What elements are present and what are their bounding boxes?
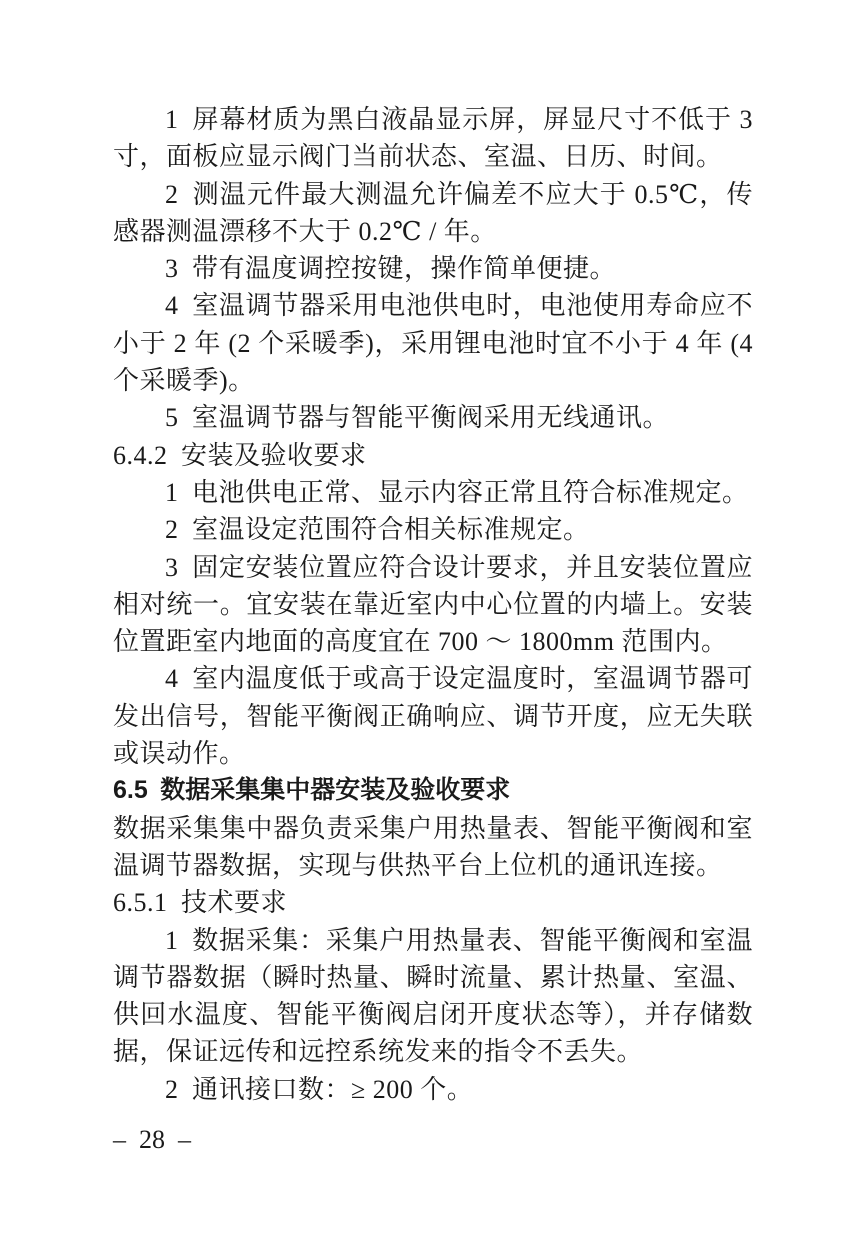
clause-comm-ports: 2 通讯接口数：≥ 200 个。	[165, 1074, 474, 1104]
document-body	[113, 101, 753, 1108]
page-number: – 28 –	[113, 1125, 191, 1154]
clause-temp-sensor-tolerance: 2 测温元件最大测温允许偏差不应大于 0.5℃，传感器测温漂移不大于 0.2℃ / 年。	[113, 179, 753, 246]
clause-wireless-comm: 5 室温调节器与智能平衡阀采用无线通讯。	[165, 403, 670, 433]
para-concentrator-intro: 数据采集集中器负责采集户用热量表、智能平衡阀和室温调节器数据，实现与供热平台上位机的通讯连接。	[113, 813, 753, 880]
clause-install-position: 3 固定安装位置应符合设计要求，并且安装位置应相对统一。宜安装在靠近室内中心位置的内墙上。安装位置距室内地面的高度宜在 700 ～ 1800mm 范围内。	[113, 552, 753, 657]
heading-6-5: 6.5 数据采集集中器安装及验收要求	[113, 776, 511, 805]
clause-adjust-buttons: 3 带有温度调控按键，操作简单便捷。	[165, 254, 617, 284]
clause-data-collection: 1 数据采集：采集户用热量表、智能平衡阀和室温调节器数据（瞬时热量、瞬时流量、累计热量、室温、供回水温度、智能平衡阀启闭开度状态等），并存储数据，保证远传和远控系统发来的指令不丢失。	[113, 925, 753, 1067]
clause-battery-life: 4 室温调节器采用电池供电时，电池使用寿命应不小于 2 年 (2 个采暖季)，采用锂电池时宜不小于 4 年 (4 个采暖季)。	[113, 291, 753, 396]
clause-screen-spec: 1 屏幕材质为黑白液晶显示屏，屏显尺寸不低于 3 寸，面板应显示阀门当前状态、室温、日历、时间。	[113, 105, 753, 172]
clause-temp-range-check: 2 室温设定范围符合相关标准规定。	[165, 515, 590, 545]
heading-6-5-1: 6.5.1 技术要求	[113, 888, 288, 918]
clause-battery-power-check: 1 电池供电正常、显示内容正常且符合标准规定。	[165, 477, 749, 507]
heading-6-4-2: 6.4.2 安装及验收要求	[113, 440, 367, 470]
clause-signal-response: 4 室内温度低于或高于设定温度时，室温调节器可发出信号，智能平衡阀正确响应、调节开度，应无失联或误动作。	[113, 664, 753, 769]
